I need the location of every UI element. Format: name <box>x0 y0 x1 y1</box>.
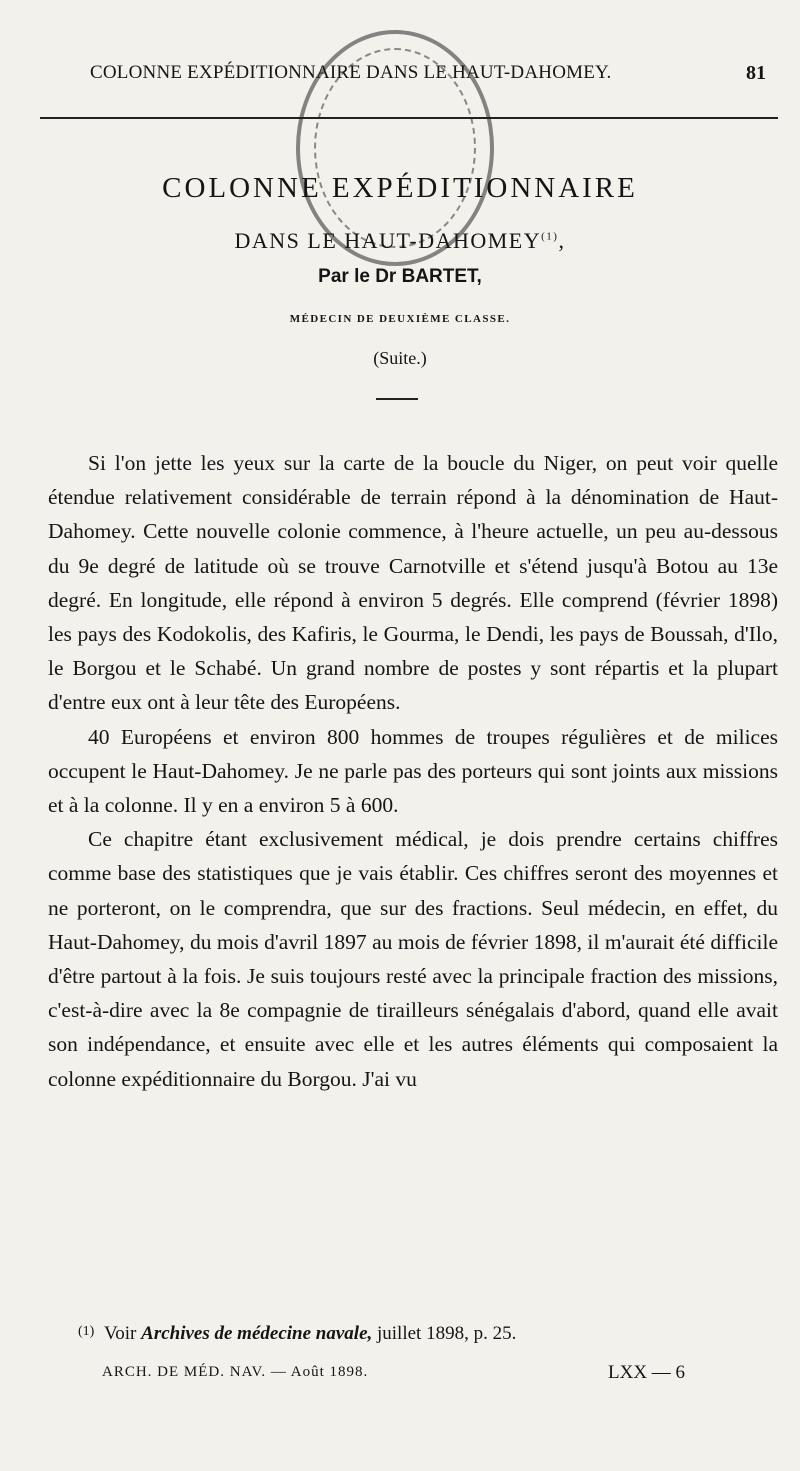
continued-label: (Suite.) <box>373 348 427 368</box>
body-paragraph-1: Si l'on jette les yeux sur la carte de la boucle du Niger, on peut voir quelle étendue relativement considérable de terrain répond à la dénomination de Haut-Dahomey. Cette nouvelle colonie commence, à l'heure actuelle, un peu au-dessous du 9e degré de latitude où se trouve Carnotville et s'étend jusqu'à Botou au 13e degré. En longitude, elle répond à environ 5 degrés. Elle comprend (février 1898) les pays des Kodokolis, des Kafiris, le Gourma, le Dendi, les pays de Boussah, d'Ilo, le Borgou et le Schabé. Un grand nombre de postes y sont répartis et la plupart d'entre eux ont à leur tête des Européens. <box>48 451 778 715</box>
footnote-lead: Voir <box>104 1323 137 1344</box>
body-paragraph-2: 40 Européens et environ 800 hommes de troupes régulières et de milices occupent le Haut-Dahomey. Je ne parle pas des porteurs qui sont joints aux missions et à la colonne. Il y en a environ 5 à 600. <box>48 724 778 818</box>
section-divider <box>376 398 418 400</box>
footer-journal-ref: ARCH. DE MÉD. NAV. — Août 1898. <box>102 1364 369 1380</box>
article-author: Par le Dr BARTET, <box>318 266 482 287</box>
article-title-line2-text: DANS LE HAUT-DAHOMEY <box>234 228 542 253</box>
footnote-mark: (1) <box>78 1324 95 1339</box>
header-rule <box>40 117 778 119</box>
article-body <box>48 446 778 1096</box>
title-punctuation: , <box>558 228 566 253</box>
footnote-rest: juillet 1898, p. 25. <box>377 1323 517 1344</box>
body-paragraph-3: Ce chapitre étant exclusivement médical, je dois prendre certains chiffres comme base des statistiques que je vais établir. Ces chiffres seront des moyennes et ne porteront, on le comprendra, que sur des fractions. Seul médecin, en effet, du Haut-Dahomey, du mois d'avril 1897 au mois de février 1898, il m'aurait été difficile d'être partout à la fois. Je suis toujours resté avec la principale fraction des missions, c'est-à-dire avec la 8e compagnie de tirailleurs sénégalais d'abord, quand elle avait son indépendance, et ensuite avec elle et les autres éléments qui composaient la colonne expéditionnaire du Borgou. J'ai vu <box>48 827 778 1091</box>
running-header: COLONNE EXPÉDITIONNAIRE DANS LE HAUT-DAHOMEY. <box>90 62 612 83</box>
article-title-line1: COLONNE EXPÉDITIONNAIRE <box>162 172 638 204</box>
article-title-line2 <box>0 228 800 254</box>
footnote <box>104 1323 774 1345</box>
title-footnote-ref: (1) <box>541 230 559 243</box>
footer-signature-mark: LXX — 6 <box>608 1362 686 1383</box>
footnote-journal: Archives de médecine navale, <box>141 1323 373 1344</box>
author-rank: MÉDECIN DE DEUXIÈME CLASSE. <box>289 313 511 325</box>
page-number: 81 <box>746 62 766 84</box>
